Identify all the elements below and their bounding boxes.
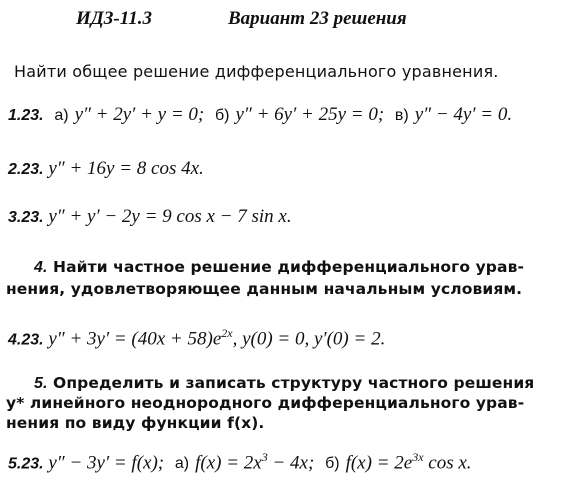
- equation: y″ + y′ − 2y = 9 cos x − 7 sin x.: [48, 206, 292, 227]
- part-c-label: в): [394, 107, 409, 124]
- equation-a: y″ + 2y′ + y = 0;: [74, 104, 205, 125]
- section5-line2: y* линейного неоднородного дифференциального урав-: [6, 394, 525, 412]
- equation: y″ − 3y′ = f(x);: [48, 452, 165, 474]
- section4-line1: [34, 258, 524, 277]
- problem-1-23: [8, 104, 512, 126]
- section1-intro: Найти общее решение дифференциального уравнения.: [14, 62, 499, 81]
- problem-number: 4.23.: [8, 331, 44, 349]
- exponent: 2x: [221, 326, 233, 340]
- problem-number: 1.23.: [8, 107, 44, 124]
- section5-text: Определить и записать структуру частного решения: [53, 374, 535, 392]
- part-b-label: б): [325, 455, 340, 473]
- section-number: 5.: [34, 375, 48, 392]
- exponent: 3x: [412, 450, 424, 464]
- problem-3-23: [8, 206, 292, 228]
- function-b-rhs: cos x.: [423, 452, 472, 474]
- section-number: 4.: [34, 259, 48, 276]
- section4-text: Найти частное решение дифференциального урав-: [53, 258, 525, 276]
- section5-line3: нения по виду функции f(x).: [6, 414, 265, 432]
- section4-line2: нения, удовлетворяющее данным начальным условиям.: [6, 280, 523, 298]
- problem-number: 2.23.: [8, 161, 44, 178]
- doc-title: ИДЗ-11.3: [76, 8, 152, 29]
- problem-number: 5.23.: [8, 455, 44, 473]
- exponent: 3: [261, 450, 268, 464]
- part-b-label: б): [215, 107, 230, 124]
- part-a-label: а): [174, 455, 190, 473]
- function-a-rhs: − 4x;: [267, 452, 315, 474]
- variant-title: Вариант 23 решения: [228, 8, 407, 29]
- problem-2-23: [8, 158, 204, 180]
- section5-line1: [34, 374, 534, 393]
- problem-5-23: [8, 450, 472, 474]
- equation-lhs: y″ + 3y′ = (40x + 58)e: [48, 328, 222, 350]
- equation-b: y″ + 6y′ + 25y = 0;: [235, 104, 385, 125]
- function-b-lhs: f(x) = 2e: [345, 452, 413, 474]
- part-a-label: а): [54, 107, 69, 124]
- equation-c: y″ − 4y′ = 0.: [414, 104, 513, 125]
- initial-conditions: , y(0) = 0, y′(0) = 2.: [232, 328, 386, 350]
- problem-4-23: [8, 326, 385, 350]
- function-a-lhs: f(x) = 2x: [195, 452, 262, 474]
- problem-number: 3.23.: [8, 209, 44, 226]
- equation: y″ + 16y = 8 cos 4x.: [48, 158, 204, 179]
